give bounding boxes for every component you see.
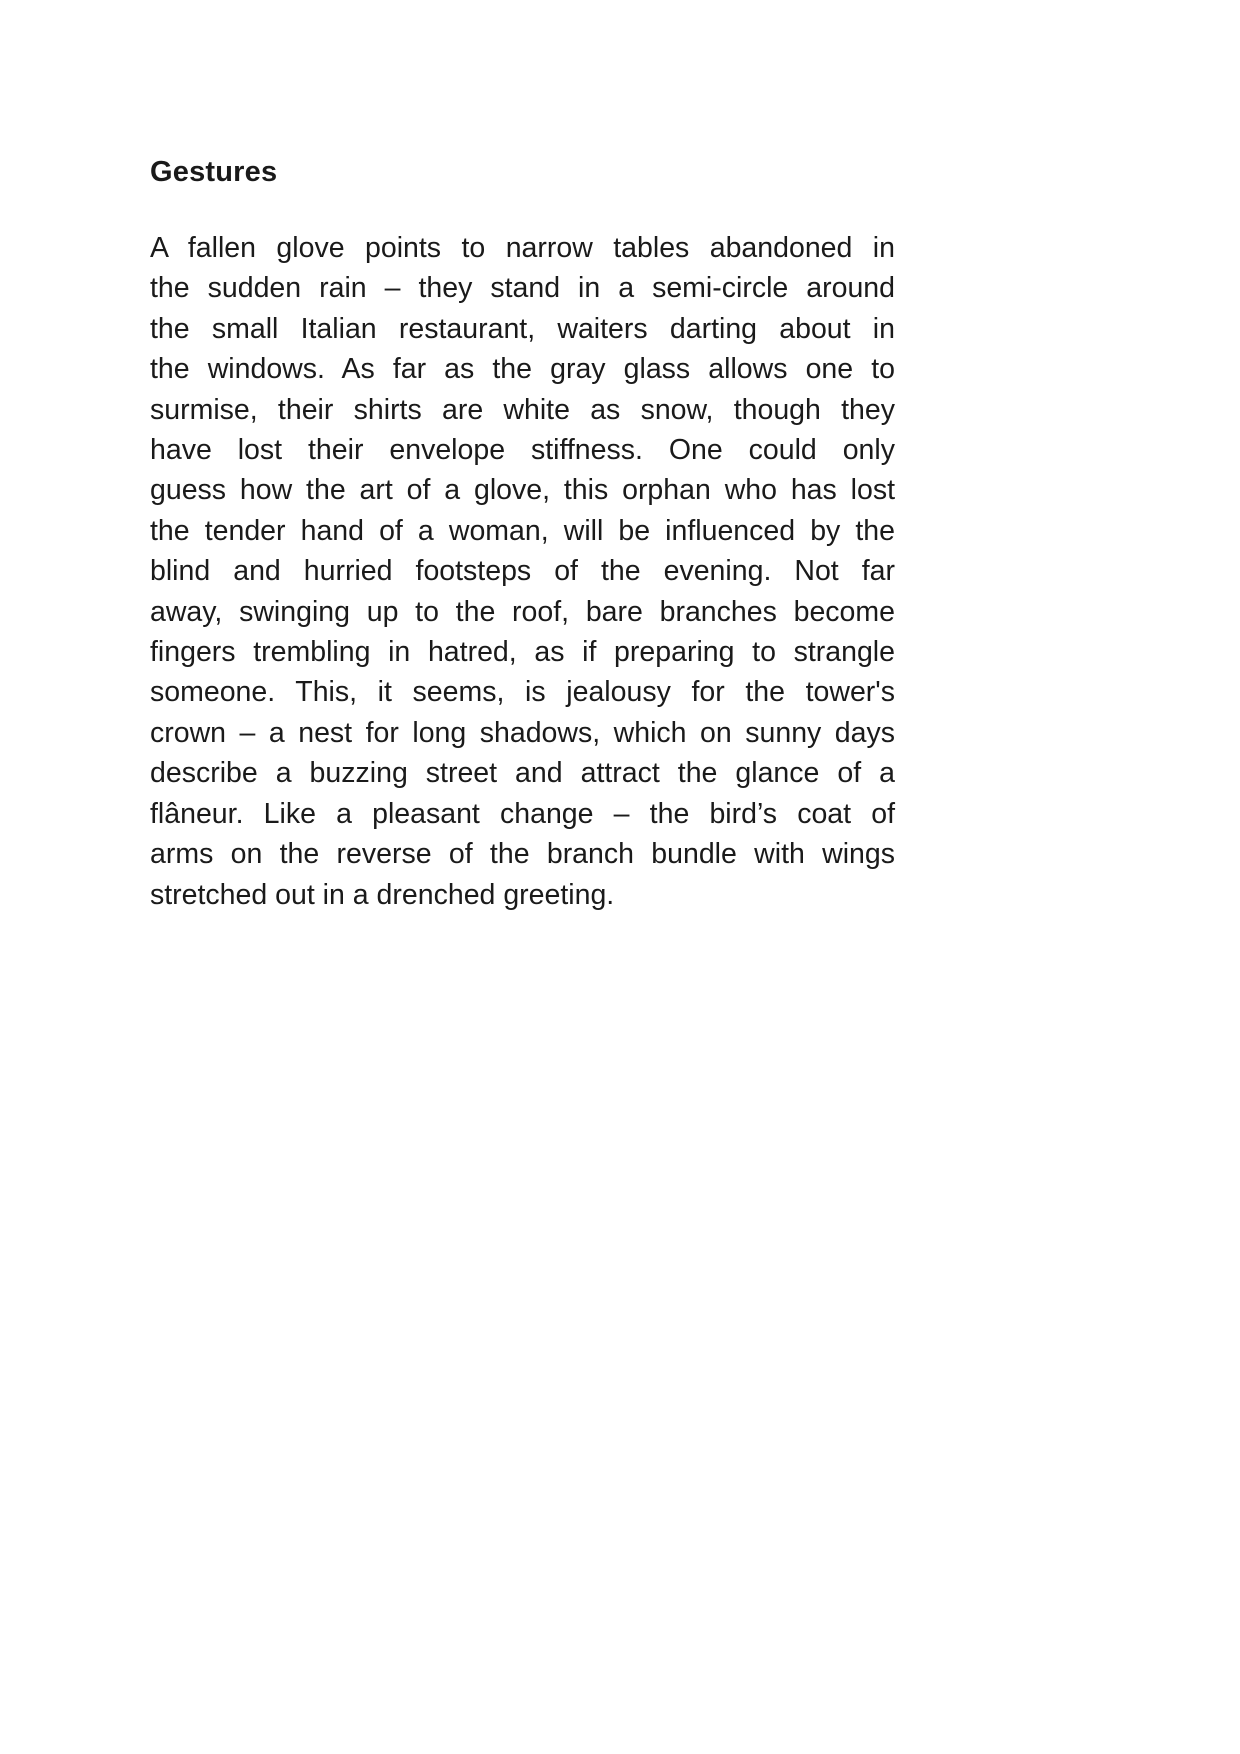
paragraph-line: stretched out in a drenched greeting. <box>150 878 615 911</box>
paragraph-line: the small Italian restaurant, waiters darting about in <box>150 312 895 345</box>
paragraph-line: describe a buzzing street and attract the glance of a <box>150 757 895 790</box>
paragraph-line: the sudden rain – they stand in a semi-circle around <box>150 272 895 305</box>
document-content <box>150 150 895 915</box>
paragraph-line: A fallen glove points to narrow tables abandoned in <box>150 232 895 264</box>
paragraph-line: flâneur. Like a pleasant change – the bird’s coat of <box>150 797 895 830</box>
paragraph-line: the tender hand of a woman, will be influenced by the <box>150 514 895 547</box>
paragraph-line: have lost their envelope stiffness. One could only <box>150 434 895 467</box>
paragraph-line: guess how the art of a glove, this orphan who has lost <box>150 474 895 507</box>
body-paragraph <box>150 228 895 915</box>
paragraph-line: fingers trembling in hatred, as if preparing to strangle <box>150 636 895 669</box>
paragraph-line: away, swinging up to the roof, bare branches become <box>150 595 895 628</box>
document-title: Gestures <box>150 156 278 188</box>
paragraph-line: arms on the reverse of the branch bundle with wings <box>150 838 895 871</box>
paragraph-line: the windows. As far as the gray glass allows one to <box>150 353 895 386</box>
paragraph-line: surmise, their shirts are white as snow, though they <box>150 393 895 426</box>
paragraph-line: blind and hurried footsteps of the evening. Not far <box>150 555 895 588</box>
paragraph-line: someone. This, it seems, is jealousy for the tower's <box>150 676 895 709</box>
paragraph-line: crown – a nest for long shadows, which on sunny days <box>150 716 895 749</box>
